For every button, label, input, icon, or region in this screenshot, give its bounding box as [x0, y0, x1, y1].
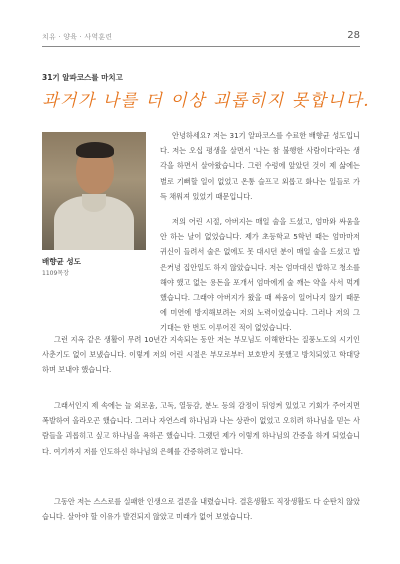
- body-paragraph-3: 그런 지옥 같은 생활이 무려 10년간 지속되는 동안 저는 부모님도 이해한다는 질풍노도의 시기인 사춘기도 없이 보냈습니다. 이렇게 저의 어린 시절은 부모로부터 보호받지 못했고 방치되었고 학대당하며 보내야 했습니다.: [42, 335, 360, 375]
- body-paragraph-4: 그래서인지 제 속에는 늘 외로움, 고독, 열등감, 분노 등의 감정이 뒤엉켜 있었고 기회가 주어지면 폭발하여 올라오곤 했습니다. 그러나 자연스레 하나님과 나는 상관이 없었고 오히려 하나님을 믿는 사람들을 괴롭히고 싶고 하나님을 욕하곤 했습니다. 그랬던 제가 이렇게 하나님의 간증을 하게 되었습니다. 여기까지 저를 인도하신 하나님의 은혜를 간증하려고 합니다.: [42, 401, 360, 456]
- body-paragraph-5: 그동안 저는 스스로를 실패한 인생으로 결론을 내렸습니다. 결혼생활도 직장생활도 다 순탄치 않았습니다. 살아야 할 이유가 발견되지 않았고 미래가 없어 보였습니다.: [42, 497, 360, 522]
- article-subtitle: 31기 알파코스를 마치고: [42, 73, 123, 82]
- author-photo: [42, 132, 146, 250]
- section-category: 치유 · 양육 · 사역훈련: [42, 33, 113, 41]
- running-header: [42, 30, 360, 44]
- header-divider: [42, 46, 360, 47]
- photo-hair: [76, 142, 114, 158]
- author-name: 배향균 성도: [42, 257, 81, 266]
- page-number: 28: [347, 30, 360, 41]
- body-paragraph-1: 안녕하세요? 저는 31기 알파코스를 수료한 배향균 성도입니다. 저는 오십 평생을 살면서 '나는 참 불행한 사람이다'라는 생각을 하면서 살아왔습니다. 그런 수렁에 앞았던 것이 제 삶에는 별로 기뻐할 일이 없었고 온통 슬프고 외롭고 화나는 일들로 가득 채워져 있었기 때문입니다.: [160, 131, 360, 201]
- body-paragraph-2: 저의 어린 시절, 아버지는 매일 술을 드셨고, 엄마와 싸움을 안 하는 날이 없었습니다. 제가 초등학교 5학년 때는 엄마마저 귀신이 들려서 술은 없에도 못 대시던 분이 매일 술을 드셨고 밥은커녕 집안일도 하지 않았습니다. 저는 엄마대신 밥하고 청소를 해야 했고 없는 용돈을 포개서 엄마에게 술 깨는 약을 사서 먹게 했습니다. 그래야 아버지가 왔을 때 싸움이 일어나지 않기 때문에 미연에 방지해보려는 저의 노력이었습니다. 그러나 저의 그 기대는 한 번도 이루어진 적이 없었습니다.: [160, 217, 360, 333]
- article-title: 과거가 나를 더 이상 괴롭히지 못합니다.: [42, 91, 371, 111]
- author-affiliation: 1109목장: [42, 270, 69, 277]
- photo-collar: [82, 194, 106, 212]
